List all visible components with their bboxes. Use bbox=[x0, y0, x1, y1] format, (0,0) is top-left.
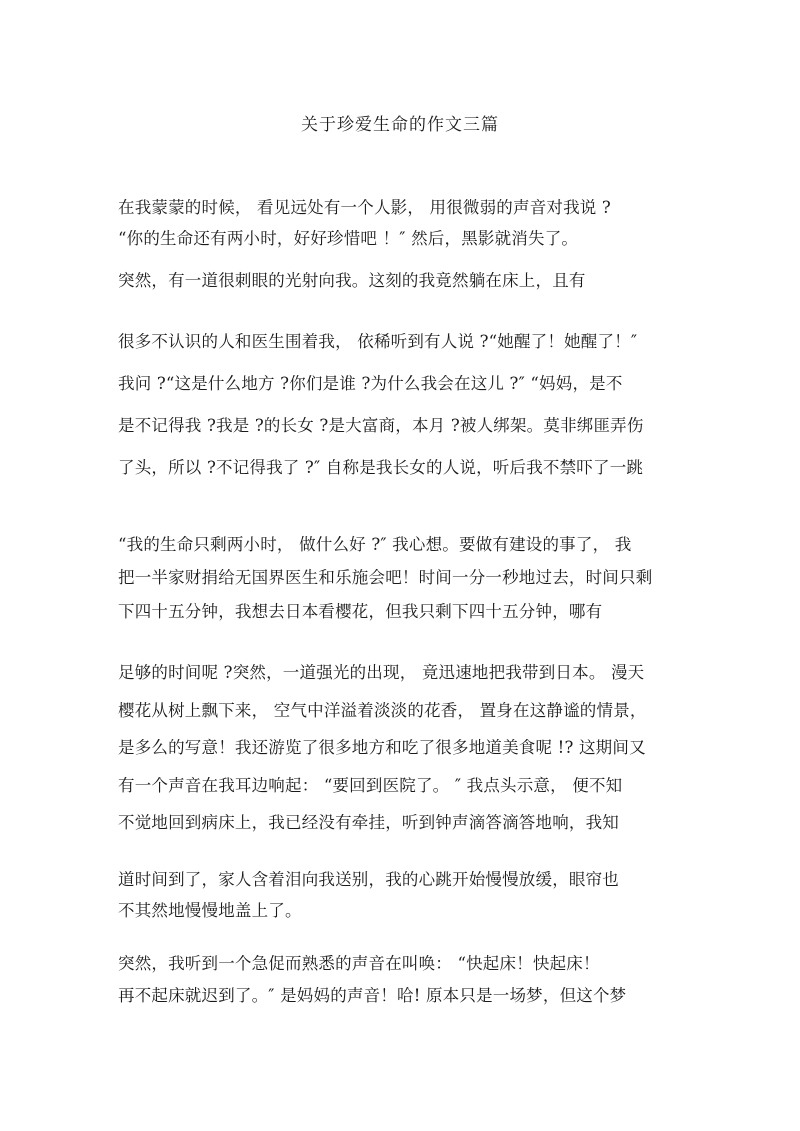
text-line: 突然，有一道很刺眼的光射向我。这刻的我竟然躺在床上，且有 bbox=[118, 271, 586, 290]
text-line: 足够的时间呢 ?突然，一道强光的出现， 竟迅速地把我带到日本。 漫天 bbox=[118, 663, 645, 682]
text-line: 再不起床就迟到了。″ 是妈妈的声音！哈! 原本只是一场梦，但这个梦 bbox=[118, 986, 627, 1005]
text-line: 是不记得我 ?我是 ?的长女 ?是大富商，本月 ?被人绑架。莫非绑匪弄伤 bbox=[118, 416, 644, 435]
text-line: 把一半家财捐给无国界医生和乐施会吧！时间一分一秒地过去，时间只剩 bbox=[118, 568, 653, 587]
text-line: “你的生命还有两小时，好好珍惜吧 ！″ 然后，黑影就消失了。 bbox=[118, 229, 579, 248]
document-title: 关于珍爱生命的作文三篇 bbox=[301, 115, 499, 135]
text-line: 下四十五分钟，我想去日本看樱花，但我只剩下四十五分钟，哪有 bbox=[118, 602, 603, 621]
text-line: 是多么的写意！我还游览了很多地方和吃了很多地道美食呢 !? 这期间又 bbox=[118, 738, 646, 757]
text-line: 不觉地回到病床上，我已经没有牵挂，听到钟声滴答滴答地响，我知 bbox=[118, 813, 619, 832]
text-line: 突然，我听到一个急促而熟悉的声音在叫唤： “快起床！快起床！ bbox=[118, 954, 600, 973]
text-line: 很多不认识的人和医生围着我， 依稀听到有人说 ?“她醒了！她醒了！″ bbox=[118, 332, 638, 351]
text-line: 不其然地慢慢地盖上了。 bbox=[118, 901, 302, 920]
text-line: “我的生命只剩两小时， 做什么好 ?″ 我心想。要做有建设的事了， 我 bbox=[118, 535, 632, 554]
text-line: 在我蒙蒙的时候， 看见远处有一个人影， 用很微弱的声音对我说 ? bbox=[118, 198, 611, 217]
text-line: 了头，所以 ?不记得我了 ?″ 自称是我长女的人说，听后我不禁吓了一跳 bbox=[118, 458, 644, 477]
text-line: 我问 ?“这是什么地方 ?你们是谁 ?为什么我会在这儿 ?″ “妈妈，是不 bbox=[118, 374, 623, 393]
text-line: 有一个声音在我耳边响起： “要回到医院了。 ″ 我点头示意， 便不知 bbox=[118, 776, 623, 795]
text-line: 樱花从树上飘下来， 空气中洋溢着淡淡的花香， 置身在这静谧的情景， bbox=[118, 701, 647, 720]
text-line: 道时间到了，家人含着泪向我送别，我的心跳开始慢慢放缓，眼帘也 bbox=[118, 870, 619, 889]
